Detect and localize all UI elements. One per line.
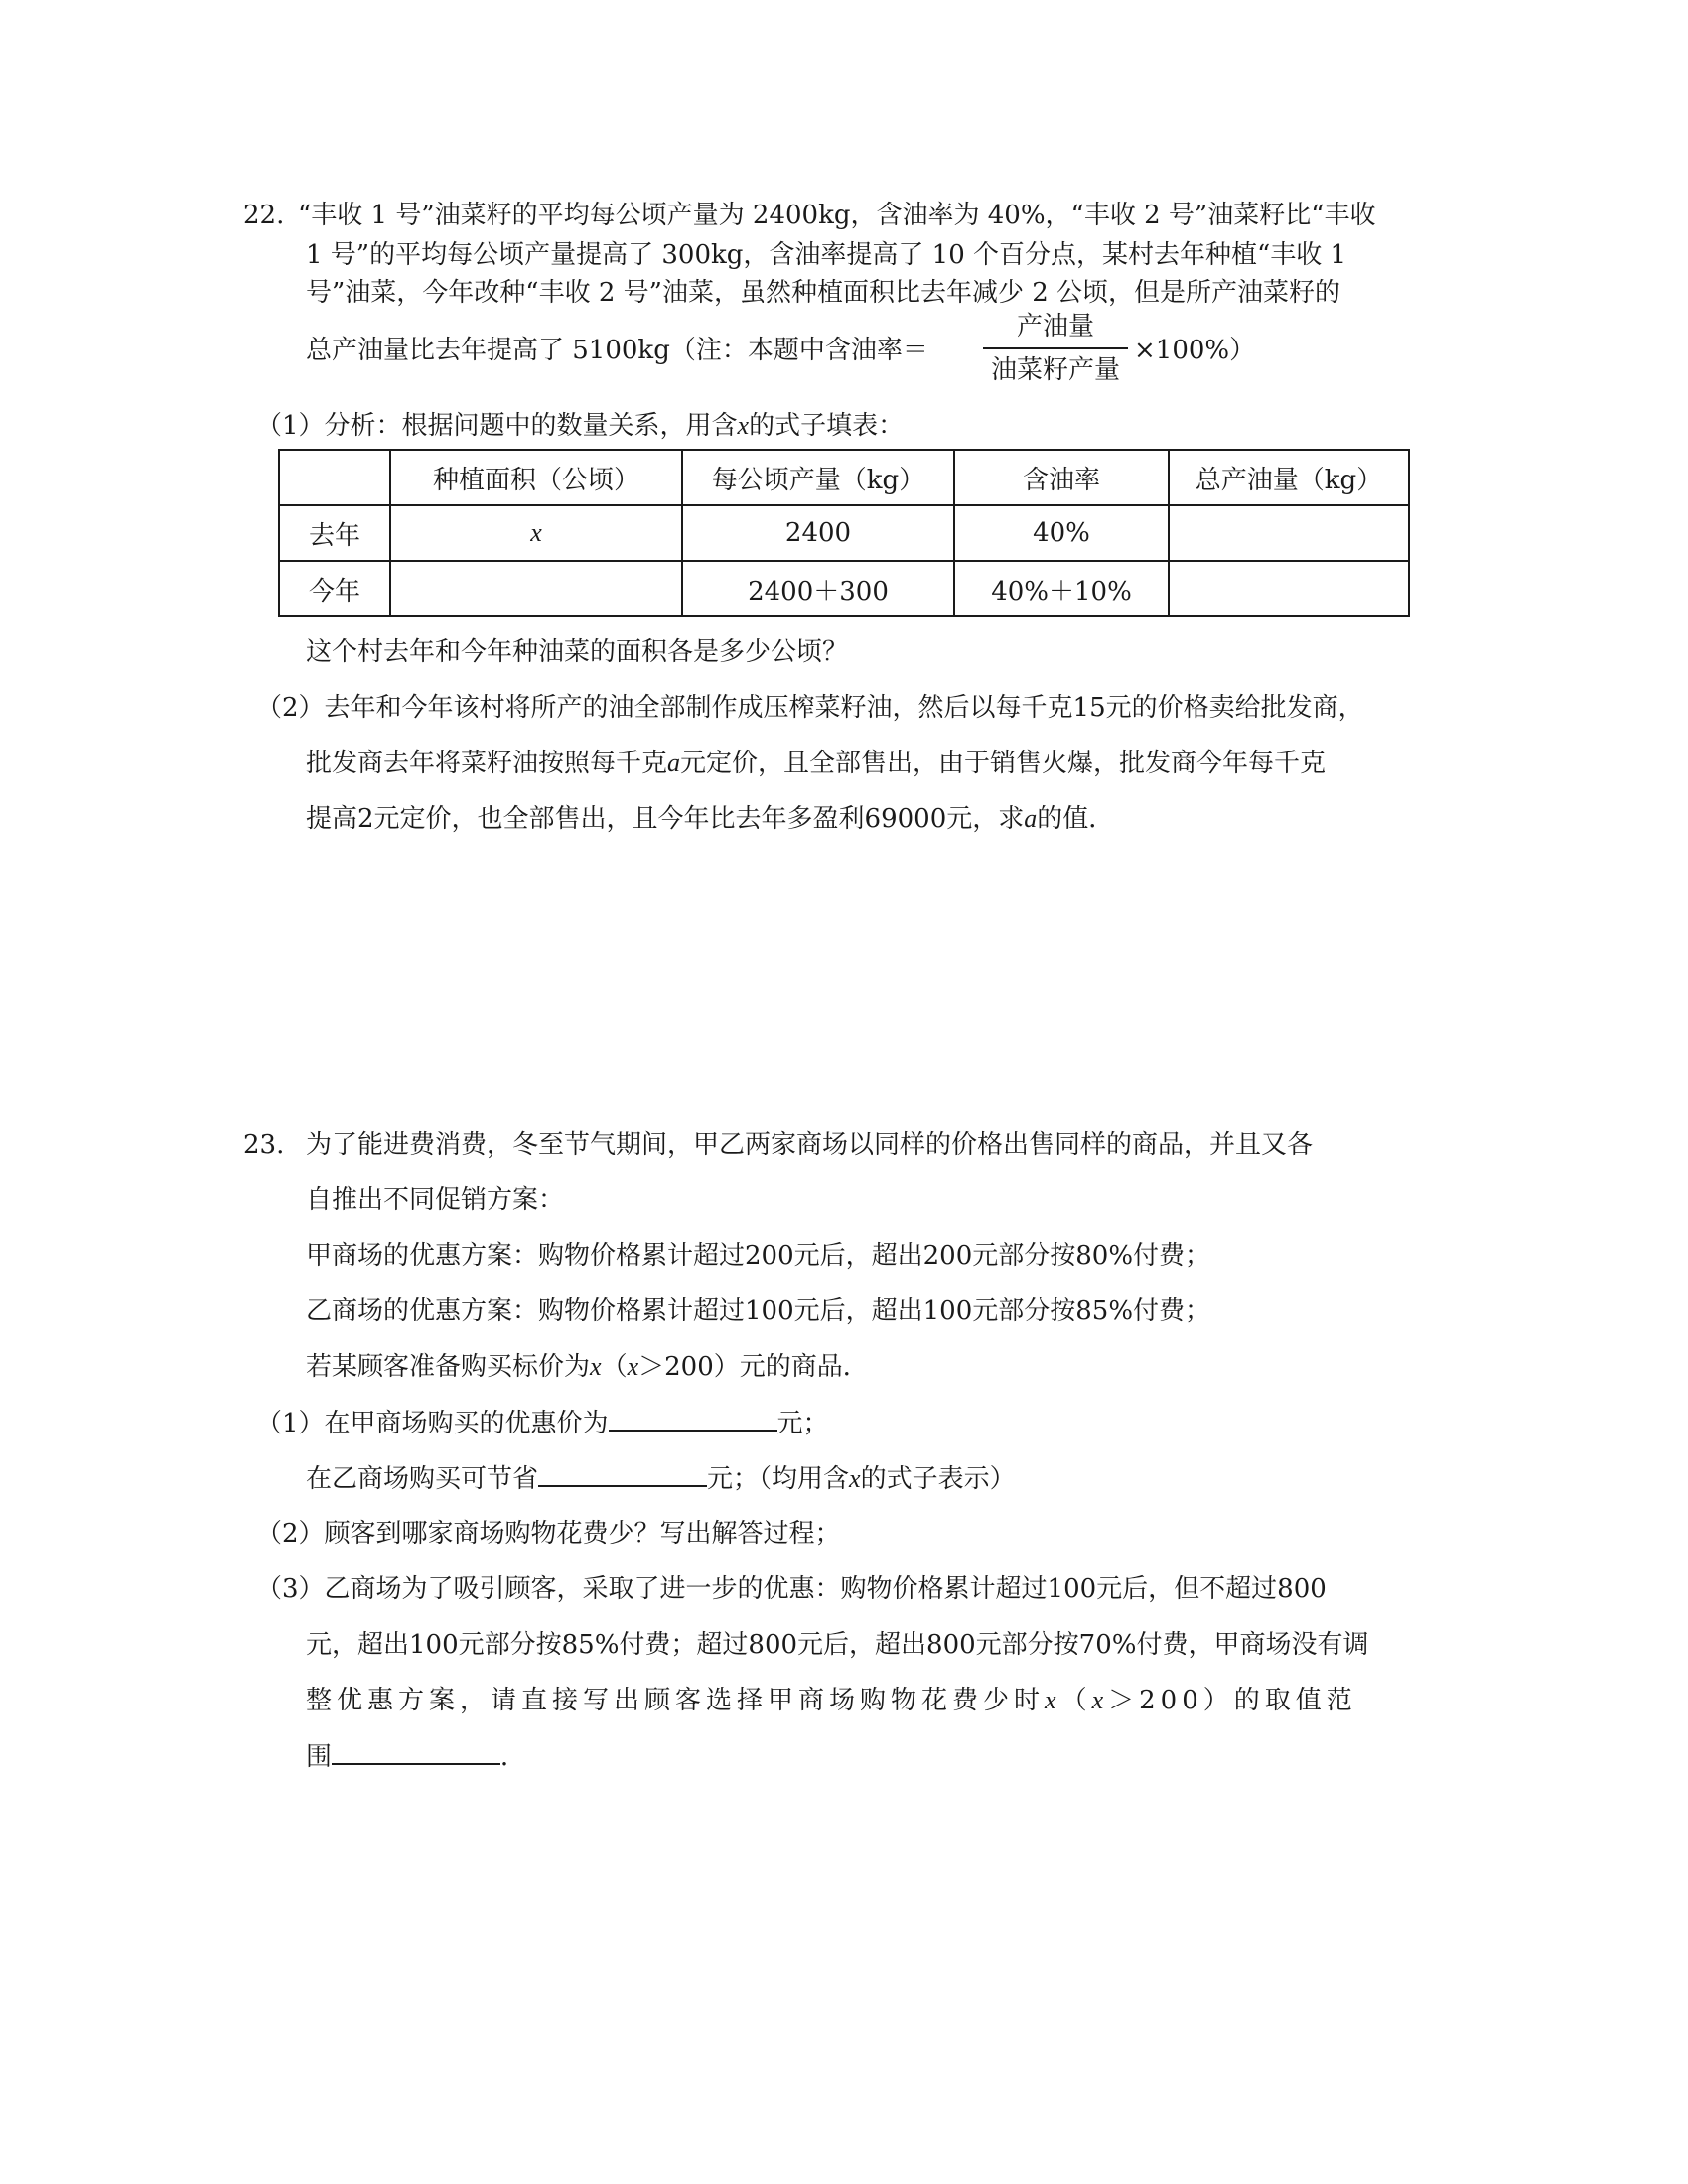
q23-part-3-line-1: （3）乙商场为了吸引顾客，采取了进一步的优惠：购物价格累计超过100元后，但不超过800 [256,1574,1327,1604]
fraction-denominator: 油菜籽产量 [990,355,1120,385]
q23-number: 23. [243,1130,285,1160]
oil-rate-fraction [983,310,1128,387]
q22-part-2-line-3: 提高2元定价，也全部售出，且今年比去年多盈利69000元，求a的值． [306,804,1115,834]
q22-part-2-line-1: （2）去年和今年该村将所产的油全部制作成压榨菜籽油，然后以每千克15元的价格卖给批发商， [256,693,1364,723]
q22-line-2: 1 号”的平均每公顷产量提高了 300kg，含油率提高了 10 个百分点，某村去年种植“丰收 1 [306,240,1347,270]
table-header-row [279,450,1409,505]
table-cell: 40% [954,505,1169,561]
q22-line-4-pre: 总产油量比去年提高了 5100kg（注：本题中含油率＝ [306,336,928,365]
table-row [279,561,1409,616]
q22-question-1: 这个村去年和今年种油菜的面积各是多少公顷？ [306,637,849,667]
table-row-label: 去年 [279,505,390,561]
q23-plan-jia: 甲商场的优惠方案：购物价格累计超过200元后，超出200元部分按80%付费； [306,1241,1211,1271]
answer-blank[interactable] [609,1406,777,1432]
table-header-cell: 种植面积（公顷） [390,450,682,505]
q22-number: 22. [243,201,285,230]
answer-blank[interactable] [538,1461,707,1487]
table-header-cell [279,450,390,505]
table-row-label: 今年 [279,561,390,616]
table-cell [1169,505,1409,561]
table-cell [390,561,682,616]
table-cell: 40%＋10% [954,561,1169,616]
table-cell [1169,561,1409,616]
q23-part-3-line-2: 元，超出100元部分按85%付费；超过800元后，超出800元部分按70%付费，甲商场没有调 [306,1630,1369,1660]
q23-part-1b: 在乙商场购买可节省 元；（均用含x的式子表示） [306,1461,1016,1496]
table-row [279,505,1409,561]
table-header-cell: 总产油量（kg） [1169,450,1409,505]
q23-part-3-line-3: 整优惠方案，请直接写出顾客选择甲商场购物花费少时x（x＞200）的取值范 [306,1686,1357,1715]
answer-blank[interactable] [332,1739,500,1765]
fraction-bar [983,347,1128,349]
table-cell: 2400＋300 [682,561,954,616]
fill-in-table [278,449,1410,617]
q23-plan-yi: 乙商场的优惠方案：购物价格累计超过100元后，超出100元部分按85%付费； [306,1297,1211,1326]
q23-part-1a: （1）在甲商场购买的优惠价为 元； [256,1406,829,1440]
q23-line-1: 为了能进费消费，冬至节气期间，甲乙两家商场以同样的价格出售同样的商品，并且又各 [306,1130,1314,1160]
q23-part-2: （2）顾客到哪家商场购物花费少？写出解答过程； [256,1519,841,1549]
q23-line-2: 自推出不同促销方案： [306,1185,565,1215]
table-header-cell: 每公顷产量（kg） [682,450,954,505]
q22-line-1: “丰收 1 号”油菜籽的平均每公顷产量为 2400kg，含油率为 40%，“丰收 2 号”油菜籽比“丰收 [298,201,1376,230]
q23-line-5: 若某顾客准备购买标价为x（x＞200）元的商品． [306,1352,869,1382]
table-cell: x [390,505,682,561]
fraction-numerator: 产油量 [1016,312,1094,341]
table-header-cell: 含油率 [954,450,1169,505]
q22-part-1: （1）分析：根据问题中的数量关系，用含x的式子填表： [256,411,905,441]
q22-line-3: 号”油菜，今年改种“丰收 2 号”油菜，虽然种植面积比去年减少 2 公顷，但是所产油菜籽的 [306,278,1341,308]
table-cell: 2400 [682,505,954,561]
q22-part-2-line-2: 批发商去年将菜籽油按照每千克a元定价，且全部售出，由于销售火爆，批发商今年每千克 [306,749,1327,778]
q22-line-4-post: ×100%） [1134,336,1256,365]
q23-part-3-line-4: 围 ． [306,1739,526,1774]
